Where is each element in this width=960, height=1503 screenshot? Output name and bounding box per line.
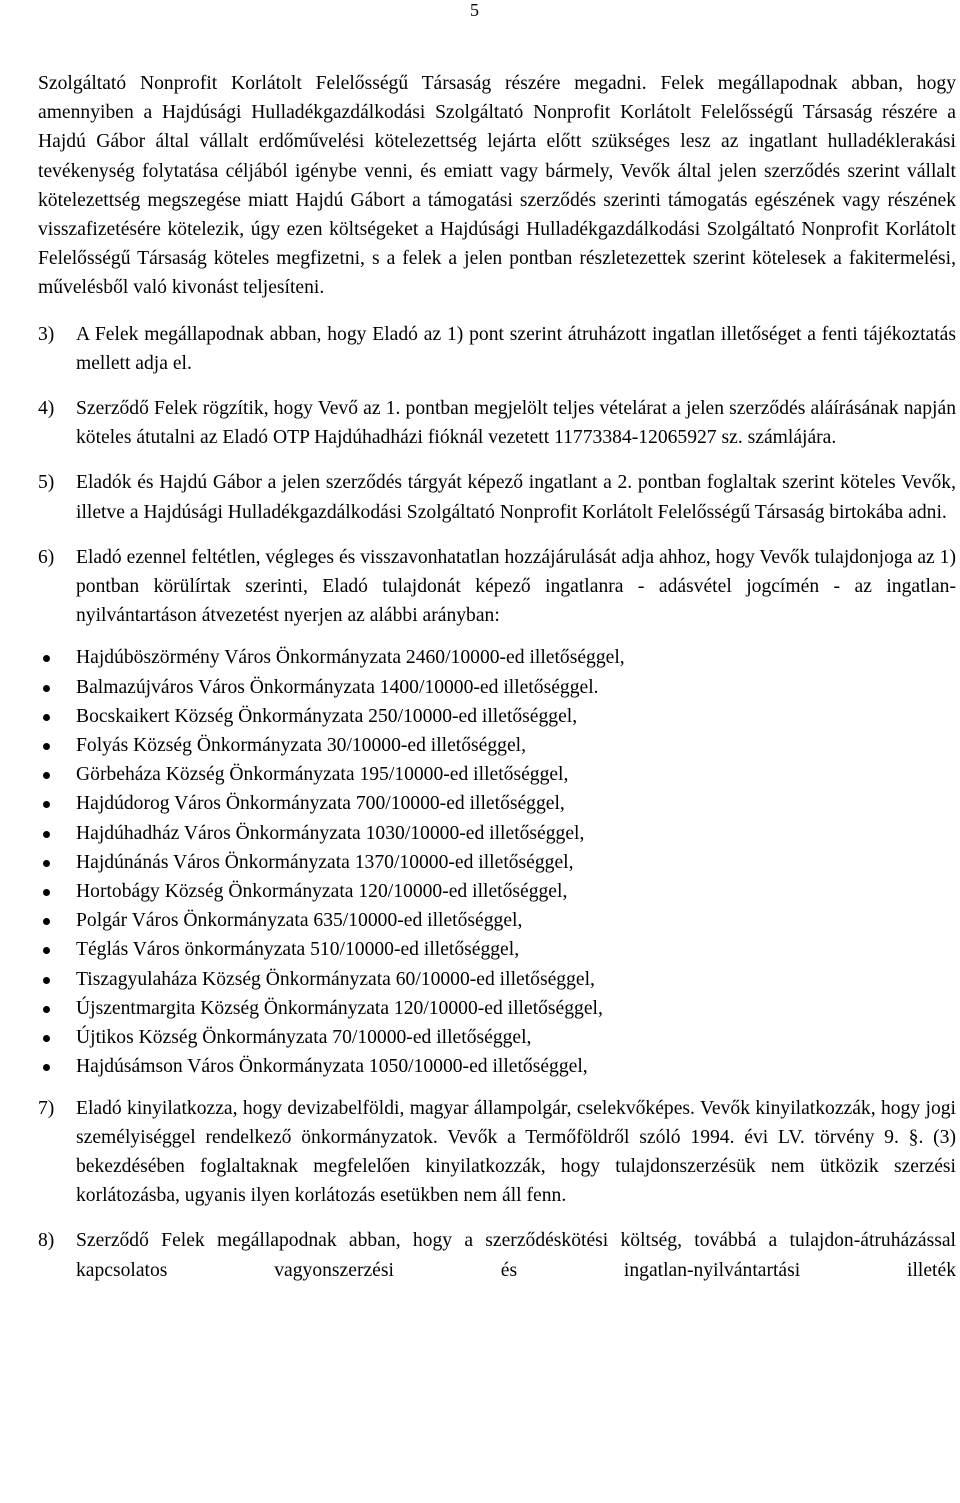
list-item: [38, 760, 956, 789]
share-text: Hajdúhadház Város Önkormányzata 1030/10000-ed illetőséggel,: [76, 822, 585, 844]
bullet-icon: [38, 935, 76, 964]
page-number: 5: [470, 0, 479, 20]
clause-7: [38, 1094, 956, 1211]
bullet-icon: [38, 994, 76, 1023]
bullet-icon: [38, 789, 76, 818]
list-item: [38, 906, 956, 935]
clause-number: 7): [38, 1097, 55, 1119]
share-text: Folyás Község Önkormányzata 30/10000-ed illetőséggel,: [76, 735, 527, 757]
list-item: [38, 702, 956, 731]
clause-number: 3): [38, 323, 55, 345]
bullet-icon: [38, 643, 76, 672]
bullet-icon: [38, 731, 76, 760]
bullet-icon: [38, 965, 76, 994]
share-text: Újszentmargita Község Önkormányzata 120/10000-ed illetőséggel,: [76, 997, 603, 1019]
list-item: [38, 1023, 956, 1052]
list-item: [38, 935, 956, 964]
document-body: [38, 69, 956, 1301]
share-text: Hajdúnánás Város Önkormányzata 1370/10000-ed illetőséggel,: [76, 851, 574, 873]
bullet-icon: [38, 702, 76, 731]
clause-number: 4): [38, 398, 55, 420]
clause-4: [38, 394, 956, 452]
clause-number: 5): [38, 472, 55, 494]
list-item: [38, 1052, 956, 1081]
list-item: [38, 643, 956, 672]
bullet-icon: [38, 760, 76, 789]
list-item: [38, 819, 956, 848]
list-item: [38, 848, 956, 877]
share-text: Balmazújváros Város Önkormányzata 1400/10000-ed illetőséggel.: [76, 676, 599, 698]
bullet-icon: [38, 1052, 76, 1081]
bullet-icon: [38, 877, 76, 906]
list-item: [38, 877, 956, 906]
bullet-icon: [38, 848, 76, 877]
bullet-icon: [38, 673, 76, 702]
clause-number: 8): [38, 1230, 55, 1252]
clause-3: [38, 320, 956, 378]
clause-6: [38, 543, 956, 631]
clause-number: 6): [38, 546, 55, 568]
clause-text: Eladó ezennel feltétlen, végleges és visszavonhatatlan hozzájárulását adja ahhoz, hogy Vevők tulajdonjoga az 1) pontban körülírtak szerinti, Eladó tulajdonát képező ingatlanra - adásvétel jogcímén - az ingatlan-nyilvántartáson átvezetést nyerjen az alábbi arányban:: [76, 546, 956, 627]
bullet-icon: [38, 819, 76, 848]
share-text: Bocskaikert Község Önkormányzata 250/10000-ed illetőséggel,: [76, 705, 578, 727]
list-item: [38, 673, 956, 702]
clause-text: Szerződő Felek megállapodnak abban, hogy a szerződéskötési költség, továbbá a tulajdon-átruházással kapcsolatos vagyonszerzési és ingatlan-nyilvántartási illeték: [76, 1230, 956, 1281]
share-text: Polgár Város Önkormányzata 635/10000-ed illetőséggel,: [76, 910, 523, 932]
clause-text: Szerződő Felek rögzítik, hogy Vevő az 1. pontban megjelölt teljes vételárat a jelen szerződés aláírásának napján köteles átutalni az Eladó OTP Hajdúhadházi fióknál vezetett 11773384-12065927 sz. számlájára.: [76, 398, 956, 449]
share-text: Téglás Város önkormányzata 510/10000-ed illetőséggel,: [76, 939, 520, 961]
clause-5: [38, 468, 956, 526]
list-item: [38, 994, 956, 1023]
share-text: Újtikos Község Önkormányzata 70/10000-ed illetőséggel,: [76, 1027, 532, 1049]
share-text: Hajdúböszörmény Város Önkormányzata 2460/10000-ed illetőséggel,: [76, 647, 625, 669]
clause-8: [38, 1226, 956, 1284]
bullet-icon: [38, 906, 76, 935]
clause-text: Eladók és Hajdú Gábor a jelen szerződés tárgyát képező ingatlant a 2. pontban foglaltak szerint köteles Vevők, illetve a Hajdúsági Hulladékgazdálkodási Szolgáltató Nonprofit Korlátolt Felelősségű Társaság birtokába adni.: [76, 472, 956, 523]
clause-text: Eladó kinyilatkozza, hogy devizabelföldi, magyar állampolgár, cselekvőképes. Vevők kinyilatkozzák, hogy jogi személyiséggel rendelkező önkormányzatok. Vevők a Termőföldről szóló 1994. évi LV. törvény 9. §. (3) bekezdésében foglaltaknak megfelelően kinyilatkozzák, hogy tulajdonszerzésük nem ütközik szerzési korlátozásba, ugyanis ilyen korlátozás esetükben nem áll fenn.: [76, 1097, 956, 1207]
share-text: Tiszagyulaháza Község Önkormányzata 60/10000-ed illetőséggel,: [76, 968, 595, 990]
clause-text: A Felek megállapodnak abban, hogy Eladó az 1) pont szerint átruházott ingatlan illetőséget a fenti tájékoztatás mellett adja el.: [76, 323, 956, 374]
list-item: [38, 731, 956, 760]
bullet-icon: [38, 1023, 76, 1052]
list-item: [38, 965, 956, 994]
share-text: Hajdúsámson Város Önkormányzata 1050/10000-ed illetőséggel,: [76, 1056, 588, 1078]
list-item: [38, 789, 956, 818]
share-text: Hortobágy Község Önkormányzata 120/10000-ed illetőséggel,: [76, 881, 568, 903]
share-text: Hajdúdorog Város Önkormányzata 700/10000-ed illetőséggel,: [76, 793, 565, 815]
ownership-share-list: [38, 643, 956, 1081]
intro-paragraph: Szolgáltató Nonprofit Korlátolt Felelősségű Társaság részére megadni. Felek megállapodnak abban, hogy amennyiben a Hajdúsági Hulladékgazdálkodási Szolgáltató Nonprofit Korlátolt Felelősségű Társaság részére a Hajdú Gábor által vállalt erdőművelési kötelezettség lejárta előtt szükséges lesz az ingatlant hulladéklerakási tevékenység folytatása céljából igénybe venni, és emiatt vagy bármely, Vevők által jelen szerződés szerint vállalt kötelezettség megszegése miatt Hajdú Gábort a támogatási szerződés szerinti támogatás egészének vagy részének visszafizetésére kötelezik, úgy ezen költségeket a Hajdúsági Hulladékgazdálkodási Szolgáltató Nonprofit Korlátolt Felelősségű Társaság köteles megfizetni, s a felek a jelen pontban részletezettek szerint kötelesek a fakitermelési, művelésből való kivonást teljesíteni.: [38, 73, 956, 299]
share-text: Görbeháza Község Önkormányzata 195/10000-ed illetőséggel,: [76, 764, 569, 786]
